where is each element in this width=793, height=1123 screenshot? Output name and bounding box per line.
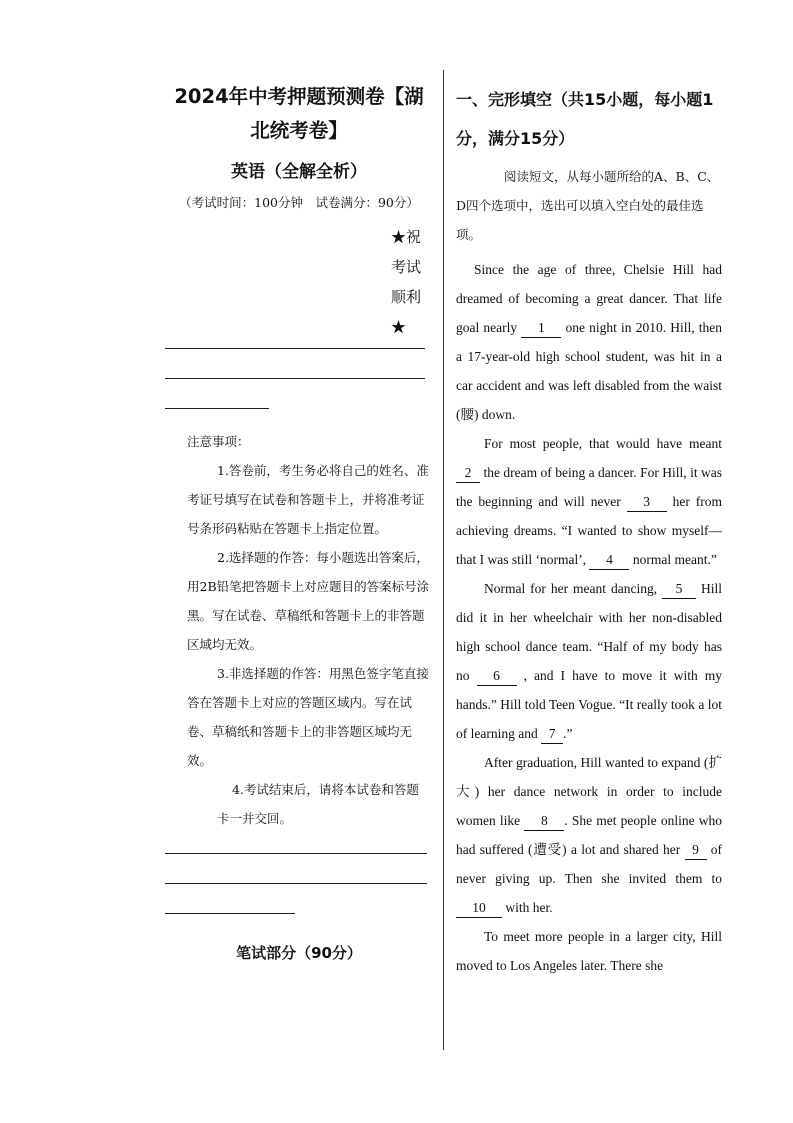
passage-text: Hill did it in her wheelchair with her non-disabled high school dance team. “Half of my body has no — [456, 581, 723, 683]
passage-text: with her. — [505, 900, 553, 915]
blank-8: 8 — [524, 812, 564, 831]
passage-text: normal meant.” — [632, 552, 717, 567]
passage-text: .” — [563, 726, 573, 741]
instructions — [456, 162, 722, 249]
note-item-1: 1.答卷前，考生务必将自己的姓名、准考证号填写在试卷和答题卡上，并将准考证号条形码粘贴在答题卡上指定位置。 — [187, 463, 429, 536]
right-column — [456, 80, 722, 980]
passage-text: the dream of being a dancer. For Hill, it was the beginning and will never — [456, 465, 722, 509]
divider-line — [165, 853, 427, 854]
left-column — [165, 80, 433, 963]
cloze-passage — [456, 255, 722, 980]
note-item-3: 3.非选择题的作答：用黑色签字笔直接答在答题卡上对应的答题区域内。写在试卷、草稿纸和答题卡上的非答题区域均无效。 — [187, 666, 429, 768]
blank-2: 2 — [456, 464, 480, 483]
passage-text: , and I have to move it with my hands.” Hill told Teen Vogue. “It really took a lot of learning and — [456, 668, 723, 741]
passage-text: one night in 2010. Hill, then a 17-year-old high school student, was hit in a car accident and was left disabled from the waist (腰) down. — [456, 320, 723, 422]
section-title: 一、完形填空（共15小题，每小题1分，满分15分） — [456, 90, 714, 148]
page-subtitle: 英语（全解全析） — [231, 162, 367, 182]
paragraph-1 — [456, 255, 722, 429]
divider-line — [165, 378, 425, 379]
exam-info: （考试时间：100分钟 试卷满分：90分） — [179, 195, 419, 210]
notes-heading: 注意事项： — [187, 434, 250, 449]
blank-7: 7 — [541, 725, 563, 744]
column-divider — [443, 70, 444, 1050]
rule-group-bottom — [165, 853, 433, 914]
passage-text: . She met people online who had suffered (遭受) a lot and shared her — [456, 813, 722, 857]
passage-text: her from achieving dreams. “I wanted to show myself—that I was still ‘normal’, — [456, 494, 722, 567]
passage-text: of never giving up. Then she invited them to — [456, 842, 723, 886]
divider-line — [165, 408, 269, 409]
passage-text: After graduation, Hill wanted to expand (扩大) her dance network in order to include women like — [456, 755, 722, 828]
blank-6: 6 — [477, 667, 517, 686]
note-item-4: 4.考试结束后，请将本试卷和答题卡一并交回。 — [217, 782, 419, 826]
written-part-heading: 笔试部分（90分） — [236, 944, 362, 962]
blank-9: 9 — [685, 841, 707, 860]
rule-group-top — [165, 348, 433, 409]
blessing-text: ★祝考试顺利★ — [391, 228, 422, 336]
note-item-2: 2.选择题的作答：每小题选出答案后，用2B铅笔把答题卡上对应题目的答案标号涂黑。写在试卷、草稿纸和答题卡上的非答题区域均无效。 — [187, 550, 430, 652]
passage-text: For most people, that would have meant — [484, 436, 722, 451]
page-title: 2024年中考押题预测卷【湖北统考卷】 — [174, 85, 424, 142]
paragraph-5 — [456, 922, 722, 980]
passage-text: Normal for her meant dancing, — [484, 581, 658, 596]
paragraph-3 — [456, 574, 722, 748]
paragraph-4 — [456, 748, 722, 922]
instructions-text: 阅读短文，从每小题所给的A、B、C、D四个选项中，选出可以填入空白处的最佳选项。 — [456, 169, 720, 242]
blank-3: 3 — [627, 493, 667, 512]
divider-line — [165, 913, 295, 914]
divider-line — [165, 883, 427, 884]
passage-text: To meet more people in a larger city, Hill moved to Los Angeles later. There she — [456, 929, 722, 973]
passage-text: Since the age of three, Chelsie Hill had dreamed of becoming a great dancer. That life goal nearly — [456, 262, 722, 335]
blank-5: 5 — [662, 580, 696, 599]
divider-line — [165, 348, 425, 349]
notes-block — [165, 427, 431, 833]
blank-1: 1 — [521, 319, 561, 338]
blank-10: 10 — [456, 899, 502, 918]
paragraph-2 — [456, 429, 722, 574]
blank-4: 4 — [589, 551, 629, 570]
